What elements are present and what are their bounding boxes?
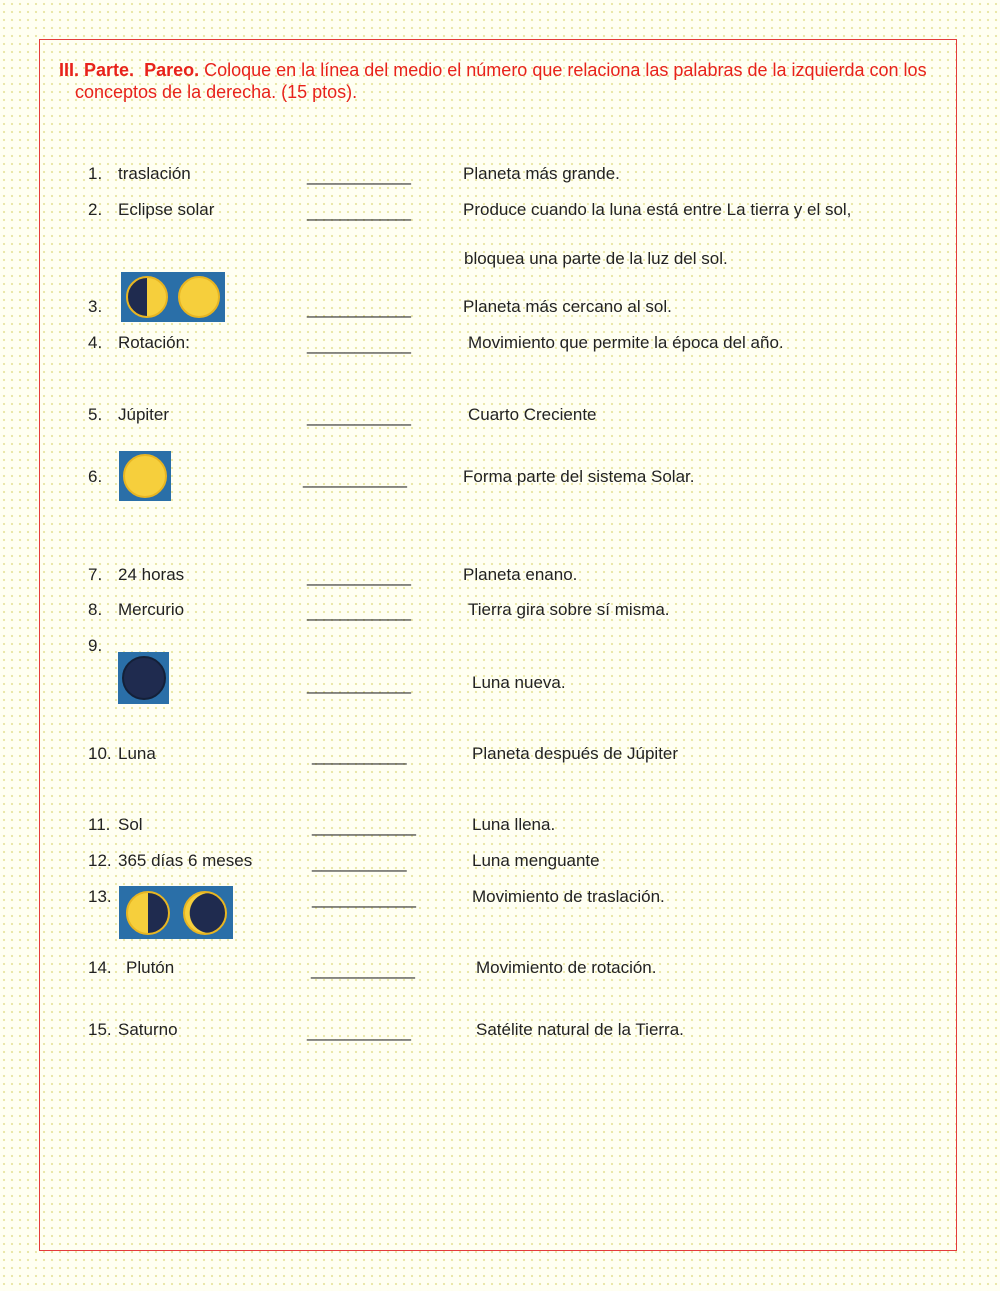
item-term: Sol [118,815,143,834]
item-concept: Tierra gira sobre sí misma. [468,600,670,619]
waning-quarter-moon-icon [126,891,170,935]
item-term: Plutón [126,958,175,977]
section-header [59,59,959,103]
item-term: Mercurio [118,600,185,619]
answer-blank[interactable]: ___________ [303,469,408,488]
answer-blank[interactable]: ___________ [312,889,417,908]
item-concept: Cuarto Creciente [468,405,597,424]
instruction-text: Coloque en la línea del medio el número que relaciona las palabras de la izquierda con los [204,60,927,80]
item-term: Eclipse solar [118,200,215,219]
item-number: 7. [88,565,103,584]
item-concept: Forma parte del sistema Solar. [463,467,695,486]
crescent-moon-icon [183,891,227,935]
moon-phase-quarter-and-full-icon [121,272,225,322]
answer-blank[interactable]: ___________ [307,166,412,185]
new-moon-icon [122,656,166,700]
item-number: 13. [88,887,112,906]
item-concept: Planeta enano. [463,565,578,584]
item-number: 11. [88,815,111,834]
full-moon-icon [123,454,167,498]
item-term: Júpiter [118,405,170,424]
item-number: 1. [88,164,103,183]
item-number: 6. [88,467,103,486]
answer-blank[interactable]: ___________ [307,1022,412,1041]
answer-blank[interactable]: __________ [312,853,407,872]
item-number: 8. [88,600,103,619]
answer-blank[interactable]: ___________ [311,960,416,979]
answer-blank[interactable]: ___________ [312,817,417,836]
part-label: III. Parte. [59,60,135,80]
item-number: 4. [88,333,103,352]
answer-blank[interactable]: ___________ [307,407,412,426]
item-concept: Planeta más cercano al sol. [463,297,672,316]
item-number: 14. [88,958,112,977]
item-term: Luna [118,744,156,763]
item-concept: Satélite natural de la Tierra. [476,1020,684,1039]
item-concept: Planeta después de Júpiter [472,744,679,763]
answer-blank[interactable]: __________ [312,746,407,765]
item-term: Rotación: [118,333,190,352]
item-term: Saturno [118,1020,178,1039]
item-number: 3. [88,297,103,316]
item-number: 12. [88,851,112,870]
item-concept: Movimiento de traslación. [472,887,665,906]
item-concept: Luna nueva. [472,673,566,692]
item-concept: Planeta más grande. [463,164,620,183]
answer-blank[interactable]: ___________ [307,567,412,586]
answer-blank[interactable]: ___________ [307,202,412,221]
answer-blank[interactable]: ___________ [307,299,412,318]
item-concept: Movimiento que permite la época del año. [468,333,784,352]
item-concept: Luna llena. [472,815,556,834]
new-moon-image [118,652,169,704]
item-concept: Movimiento de rotación. [476,958,657,977]
item-number: 2. [88,200,103,219]
answer-blank[interactable]: ___________ [307,602,412,621]
instruction-text-2: conceptos de la derecha. (15 ptos). [75,82,358,102]
item-number: 10. [88,744,112,763]
item-concept-continued: bloquea una parte de la luz del sol. [464,249,728,268]
item-concept: Produce cuando la luna está entre La tierra y el sol, [463,200,852,219]
worksheet-frame [39,39,957,1251]
item-number: 15. [88,1020,112,1039]
answer-blank[interactable]: ___________ [307,675,412,694]
item-term: 365 días 6 meses [118,851,253,870]
answer-blank[interactable]: ___________ [307,335,412,354]
item-concept: Luna menguante [472,851,600,870]
pareo-label: Pareo. [144,60,200,80]
moon-phase-quarter-and-crescent-icon [119,886,233,939]
full-moon-image [119,451,171,501]
item-term: 24 horas [118,565,185,584]
full-moon-icon [178,276,220,318]
item-number: 5. [88,405,103,424]
item-number: 9. [88,636,103,655]
item-term: traslación [118,164,191,183]
quarter-moon-icon [126,276,168,318]
